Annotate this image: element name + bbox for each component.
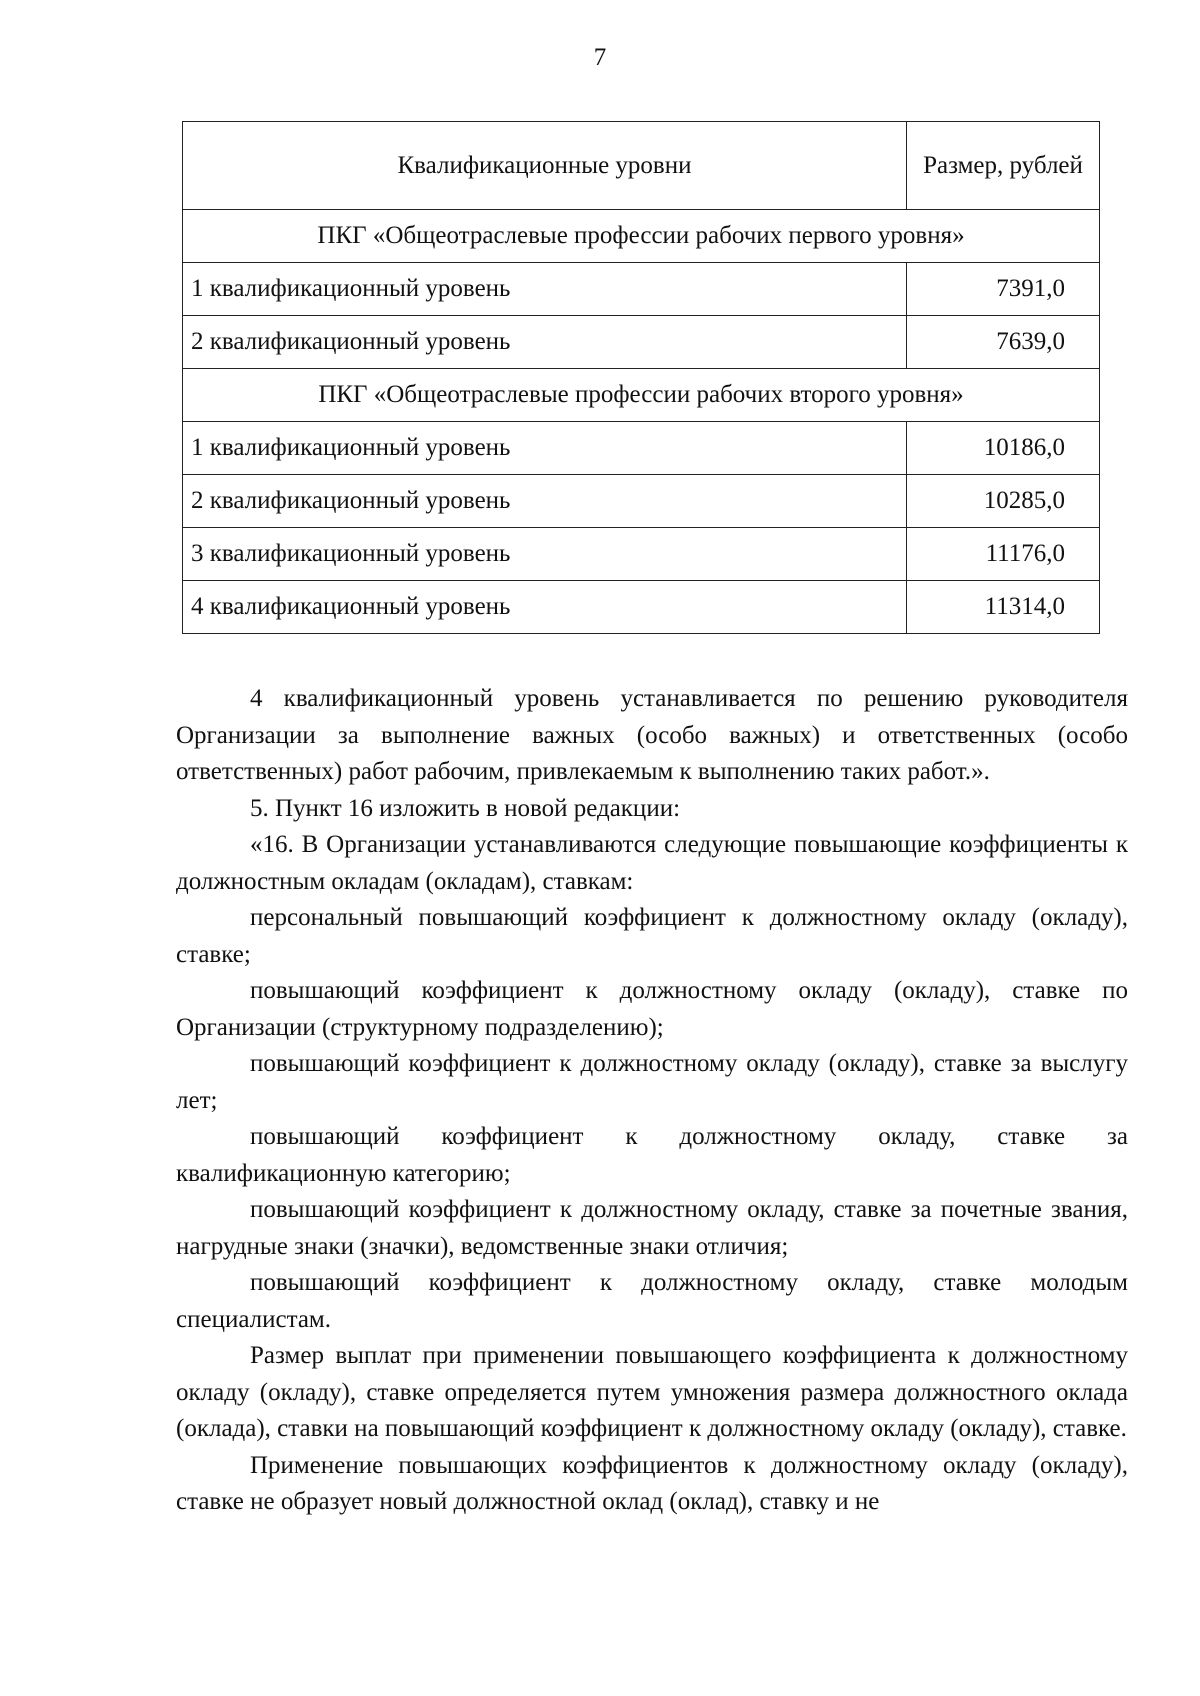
body-text (176, 681, 1128, 1521)
level-cell: 2 квалификационный уровень (183, 316, 907, 369)
amount-cell: 7639,0 (907, 316, 1100, 369)
table-row (183, 528, 1100, 581)
level-cell: 2 квалификационный уровень (183, 475, 907, 528)
amount-cell: 10186,0 (907, 422, 1100, 475)
level-cell: 1 квалификационный уровень (183, 422, 907, 475)
paragraph: повышающий коэффициент к должностному окладу, ставке за почетные звания, нагрудные знаки (значки), ведомственные знаки отличия; (176, 1196, 1128, 1260)
level-cell: 3 квалификационный уровень (183, 528, 907, 581)
header-amount: Размер, рублей (907, 122, 1100, 210)
table-row (183, 316, 1100, 369)
level-cell: 4 квалификационный уровень (183, 581, 907, 634)
paragraph: повышающий коэффициент к должностному окладу, ставке молодым специалистам. (176, 1269, 1128, 1333)
level-cell: 1 квалификационный уровень (183, 263, 907, 316)
paragraph: повышающий коэффициент к должностному окладу, ставке за квалификационную категорию; (176, 1123, 1128, 1187)
paragraph: Размер выплат при применении повышающего коэффициента к должностному окладу (окладу), ставке определяется путем умножения размера должностного оклада (оклада), ставки на повышающий коэффициент к должностному окладу (окладу), ставке. (176, 1342, 1128, 1442)
paragraph: повышающий коэффициент к должностному окладу (окладу), ставке за выслугу лет; (176, 1050, 1128, 1114)
paragraph: «16. В Организации устанавливаются следующие повышающие коэффициенты к должностным окладам (окладам), ставкам: (176, 831, 1128, 895)
page-number: 7 (593, 44, 607, 71)
table-row (183, 422, 1100, 475)
amount-cell: 11176,0 (907, 528, 1100, 581)
paragraph: повышающий коэффициент к должностному окладу (окладу), ставке по Организации (структурному подразделению); (176, 977, 1128, 1041)
paragraph: Применение повышающих коэффициентов к должностному окладу (окладу), ставке не образует новый должностной оклад (оклад), ставку и не (176, 1451, 1128, 1515)
amount-cell: 11314,0 (907, 581, 1100, 634)
table-row (183, 475, 1100, 528)
group-row (183, 210, 1100, 263)
table-header-row (183, 122, 1100, 210)
table-row (183, 263, 1100, 316)
paragraph: 5. Пункт 16 изложить в новой редакции: (250, 794, 681, 822)
amount-cell: 7391,0 (907, 263, 1100, 316)
group-title: ПКГ «Общеотраслевые профессии рабочих второго уровня» (183, 369, 1100, 422)
header-level: Квалификационные уровни (183, 122, 907, 210)
table-row (183, 581, 1100, 634)
group-row (183, 369, 1100, 422)
paragraph: 4 квалификационный уровень устанавливается по решению руководителя Организации за выполнение важных (особо важных) и ответственных (особо ответственных) работ рабочим, привлекаемым к выполнению таких работ.». (176, 685, 1128, 785)
group-title: ПКГ «Общеотраслевые профессии рабочих первого уровня» (183, 210, 1100, 263)
amount-cell: 10285,0 (907, 475, 1100, 528)
paragraph: персональный повышающий коэффициент к должностному окладу (окладу), ставке; (176, 904, 1128, 968)
salary-table (182, 121, 1100, 634)
